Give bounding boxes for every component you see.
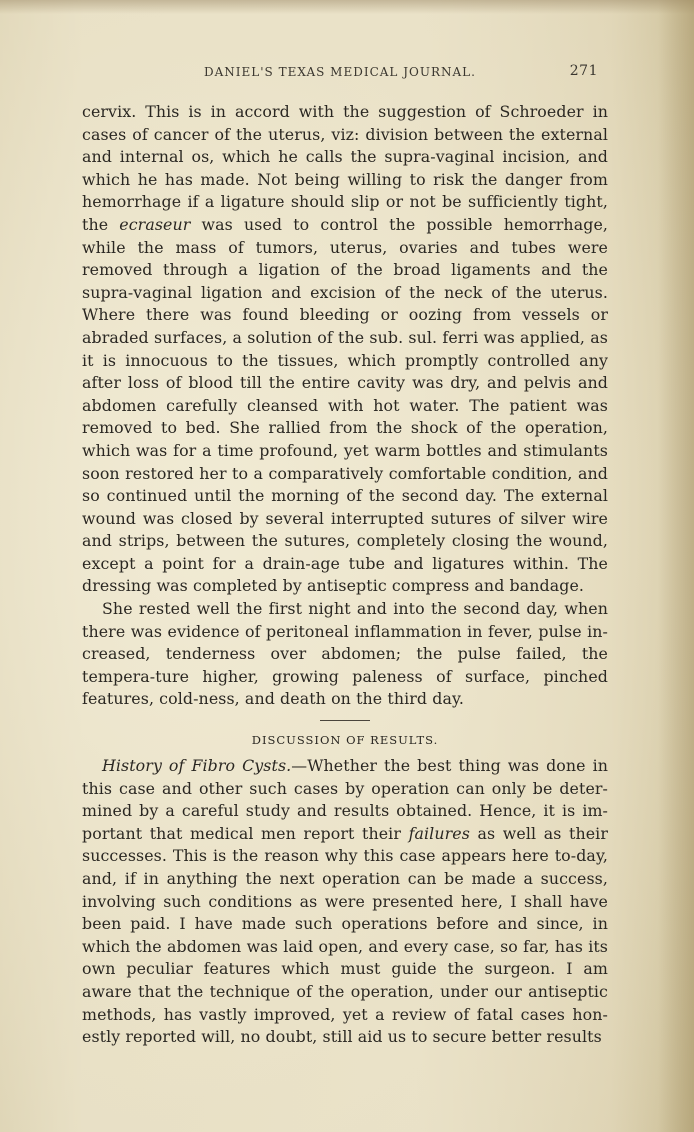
section-divider — [320, 720, 370, 721]
italic-term: ecraseur — [119, 214, 191, 234]
paragraph-text: was used to control the possible hemorrhage, while the mass of tumors, uterus, ovaries and tubes were removed through a ligation of the broad ligaments and the supra-vaginal ligation and excision of the neck of the uterus. Where there was found bleeding or oozing from vessels or abraded surfaces, a solution of the sub. sul. ferri was applied, as it is innocuous to the tissues, which promptly controlled any after loss of blood till the entire cavity was dry, and pelvis and abdomen carefully cleansed with hot water. The patient was removed to bed. She rallied from the shock of the operation, which was for a time profound, yet warm bottles and stimulants soon restored her to a comparatively comfortable condition, and so continued until the morning of the second day. The external wound was closed by several interrupted sutures of silver wire and strips, between the sutures, completely closing the wound, except a point for a drain-age tube and ligatures within. The dressing was completed by antiseptic compress and bandage. — [82, 214, 609, 596]
body-text — [82, 101, 608, 1049]
section-heading: DISCUSSION OF RESULTS. — [251, 733, 439, 748]
paragraph-text: as well as their successes. This is the reason why this case appears here to-day, and, if in anything the next operation can be made a success, involving such conditions as were presented here, I shall have been paid. I have made such operations before and since, in which the abdomen was laid open, and every case, so far, has its own peculiar features which must guide the surgeon. I am aware that the technique of the operation, under our antiseptic methods, has vastly improved, yet a review of fatal cases hon-estly reported will, no doubt, still aid us to secure better results — [82, 823, 608, 1047]
paragraph-outcome: She rested well the first night and into the second day, when there was evidence of peritoneal inflammation in fever, pulse in-creased, tenderness over abdomen; the pulse failed, the tempera-ture higher, growing paleness of surface, pinched features, cold-ness, and death on the third day. — [82, 599, 608, 709]
paragraph-case-operation — [82, 101, 608, 598]
paragraph-text: cervix. This is in accord with the suggestion of Schroeder in cases of cancer of the uterus, viz: division between the external and internal os, which he calls the supra-vaginal incision, and which he has made. Not being willing to risk the danger from hemorrhage if a ligature should slip or not be sufficiently tight, the — [82, 102, 608, 234]
italic-term: failures — [408, 823, 470, 843]
italic-run-in-title: History of Fibro Cysts. — [102, 756, 292, 776]
paragraph-text: —Whether the best thing was done in this case and other such cases by operation can only be deter-mined by a careful study and results obtained. Hence, it is im-portant that medical men report their — [82, 756, 608, 843]
page-number: 271 — [569, 63, 598, 79]
paragraph-discussion — [82, 755, 608, 1049]
journal-title: DANIEL'S TEXAS MEDICAL JOURNAL. — [204, 65, 476, 79]
running-header — [80, 63, 598, 83]
